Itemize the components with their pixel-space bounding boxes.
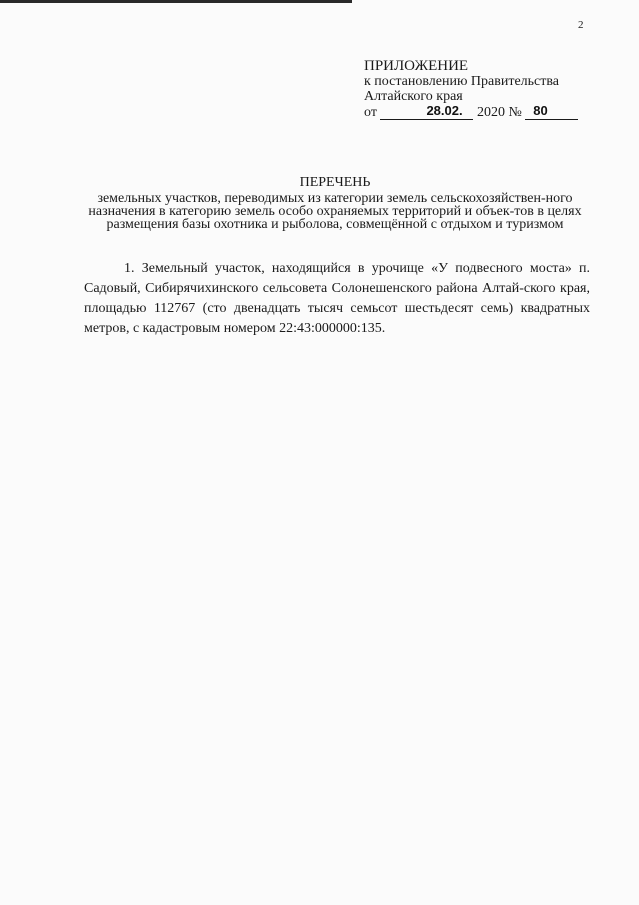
date-field [380, 104, 473, 120]
year-number-label: 2020 № [476, 105, 522, 120]
appendix-date-line [364, 104, 604, 120]
appendix-title: ПРИЛОЖЕНИЕ [364, 58, 469, 74]
number-value: 80 [533, 103, 548, 118]
heading-subtitle: земельных участков, переводимых из категории земель сельскохозяйствен-ного назначения в категорию земель особо охраняемых территорий и объек-тов в целях размещения базы охотника и рыболова, совмещённой с отдыхом и туризмом [88, 191, 582, 232]
appendix-line-resolution: к постановлению Правительства [364, 74, 560, 89]
date-value: 28.02. [426, 103, 463, 118]
number-field [525, 104, 578, 120]
heading-title: ПЕРЕЧЕНЬ [299, 175, 371, 190]
appendix-block [364, 59, 604, 120]
list-item: 1. Земельный участок, находящийся в урочище «У подвесного моста» п. Садовый, Сибирячихинского сельсовета Солонешенского района Алтай-ского края, площадью 112767 (сто двенадцать тысяч семьсот шестьдесят семь) квадратных метров, с кадастровым номером 22:43:000000:135. [84, 261, 590, 336]
date-prefix: от [364, 105, 377, 120]
page-number: 2 [578, 19, 584, 31]
appendix-line-region: Алтайского края [364, 89, 463, 104]
list-heading [80, 176, 590, 231]
scan-edge-mark [0, 0, 352, 3]
